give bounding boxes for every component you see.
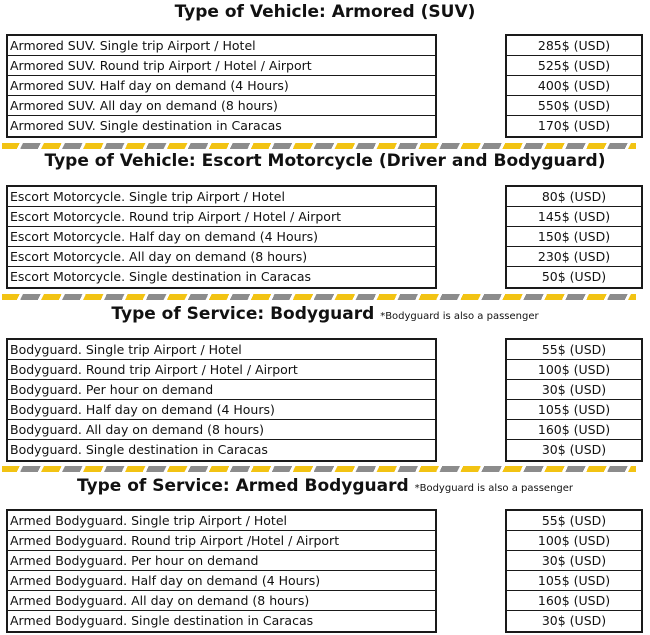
price-cell: 105$ (USD) (507, 400, 641, 420)
table-row: Escort Motorcycle. Single destination in Caracas (10, 269, 312, 284)
price-cell: 525$ (USD) (507, 56, 641, 76)
price-cell: 170$ (USD) (537, 118, 611, 133)
section-title-text: Type of Service: Armed Bodyguard (76, 476, 409, 496)
price-cell: 50$ (USD) (541, 269, 607, 284)
price-cell: 100$ (USD) (507, 360, 641, 380)
section-title-text: Type of Vehicle: Armored (SUV) (174, 2, 476, 22)
price-table-escort-motorcycle (505, 185, 643, 289)
table-row: Escort Motorcycle. Single trip Airport / Hotel (8, 187, 435, 207)
table-row: Bodyguard. Round trip Airport / Hotel / Airport (8, 360, 435, 380)
table-row: Bodyguard. Single destination in Caracas (10, 442, 268, 457)
service-table-armed-bodyguard (6, 509, 437, 633)
price-cell: 150$ (USD) (507, 227, 641, 247)
price-cell: 30$ (USD) (507, 551, 641, 571)
section-note: *Bodyguard is also a passenger (380, 311, 539, 322)
price-cell: 145$ (USD) (507, 207, 641, 227)
table-row: Bodyguard. Per hour on demand (8, 380, 435, 400)
service-table-escort-motorcycle (6, 185, 437, 289)
price-cell: 30$ (USD) (541, 613, 607, 628)
table-row: Armored SUV. Round trip Airport / Hotel / Airport (8, 56, 435, 76)
table-row: Escort Motorcycle. Half day on demand (4 Hours) (8, 227, 435, 247)
price-table-armed-bodyguard (505, 509, 643, 633)
price-cell: 30$ (USD) (541, 442, 607, 457)
section-title-text: Type of Vehicle: Escort Motorcycle (Driver and Bodyguard) (44, 151, 606, 171)
table-row: Armed Bodyguard. Half day on demand (4 Hours) (8, 571, 435, 591)
striped-divider (2, 294, 636, 300)
table-row: Armored SUV. Half day on demand (4 Hours) (8, 76, 435, 96)
price-cell: 105$ (USD) (507, 571, 641, 591)
price-cell: 30$ (USD) (507, 380, 641, 400)
price-cell: 285$ (USD) (507, 36, 641, 56)
table-row: Armed Bodyguard. Single trip Airport / Hotel (8, 511, 435, 531)
table-row: Bodyguard. Single trip Airport / Hotel (8, 340, 435, 360)
price-cell: 100$ (USD) (507, 531, 641, 551)
table-row: Armed Bodyguard. Round trip Airport /Hotel / Airport (8, 531, 435, 551)
price-table-armored-suv (505, 34, 643, 138)
price-cell: 160$ (USD) (507, 591, 641, 611)
price-cell: 55$ (USD) (507, 511, 641, 531)
striped-divider (2, 466, 636, 472)
table-row: Armed Bodyguard. All day on demand (8 hours) (8, 591, 435, 611)
section-title-bodyguard (0, 303, 650, 328)
table-row: Escort Motorcycle. Round trip Airport / Hotel / Airport (8, 207, 435, 227)
section-title-text: Type of Service: Bodyguard (111, 304, 375, 324)
section-title-armed-bodyguard (0, 475, 650, 500)
price-cell: 160$ (USD) (507, 420, 641, 440)
section-note: *Bodyguard is also a passenger (414, 483, 574, 494)
price-cell: 230$ (USD) (507, 247, 641, 267)
table-row: Armored SUV. All day on demand (8 hours) (8, 96, 435, 116)
price-cell: 80$ (USD) (507, 187, 641, 207)
price-cell: 55$ (USD) (507, 340, 641, 360)
price-table-bodyguard (505, 338, 643, 462)
section-title-escort-motorcycle (0, 150, 650, 172)
table-row: Armed Bodyguard. Per hour on demand (8, 551, 435, 571)
table-row: Armed Bodyguard. Single destination in Caracas (10, 613, 314, 628)
table-row: Bodyguard. All day on demand (8 hours) (8, 420, 435, 440)
price-cell: 400$ (USD) (507, 76, 641, 96)
section-title-armored-suv (0, 1, 650, 23)
table-row: Bodyguard. Half day on demand (4 Hours) (8, 400, 435, 420)
table-row: Escort Motorcycle. All day on demand (8 hours) (8, 247, 435, 267)
price-cell: 550$ (USD) (507, 96, 641, 116)
service-table-armored-suv (6, 34, 437, 138)
service-table-bodyguard (6, 338, 437, 462)
striped-divider (2, 143, 636, 149)
table-row: Armored SUV. Single trip Airport / Hotel (8, 36, 435, 56)
table-row: Armored SUV. Single destination in Caracas (10, 118, 282, 133)
